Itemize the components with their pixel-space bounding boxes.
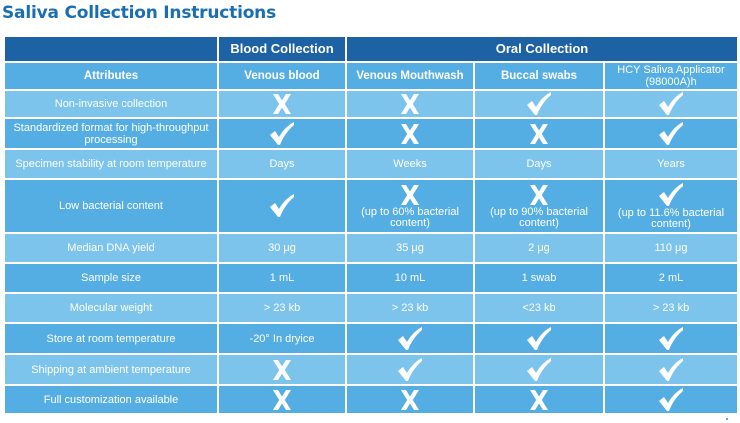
table-cell	[346, 179, 474, 233]
cross-icon	[529, 123, 549, 145]
table-row	[4, 118, 738, 149]
table-cell	[218, 90, 346, 118]
group-header-row	[4, 36, 738, 62]
check-icon	[269, 194, 295, 218]
table-cell: 10 mL	[346, 263, 474, 293]
table-cell	[474, 354, 604, 385]
cross-icon	[400, 184, 420, 206]
table-cell	[474, 118, 604, 149]
table-row	[4, 90, 738, 118]
table-row	[4, 293, 738, 323]
check-icon	[397, 327, 423, 351]
table-cell	[346, 90, 474, 118]
check-icon	[658, 388, 684, 412]
table-row	[4, 149, 738, 179]
check-icon	[658, 92, 684, 116]
check-icon	[658, 358, 684, 382]
table-row	[4, 323, 738, 354]
cross-icon	[529, 184, 549, 206]
table-cell	[346, 385, 474, 414]
table-cell	[474, 385, 604, 414]
cross-icon	[529, 389, 549, 411]
table-cell: 110 μg	[604, 233, 738, 263]
table-cell: 1 mL	[218, 263, 346, 293]
table-cell	[218, 354, 346, 385]
table-cell: 2 mL	[604, 263, 738, 293]
table-cell	[346, 323, 474, 354]
check-icon	[658, 122, 684, 146]
table-cell: 35 μg	[346, 233, 474, 263]
attribute-label: Non-invasive collection	[4, 90, 218, 118]
table-row	[4, 354, 738, 385]
column-header-applicator: HCY Saliva Applicator (98000A)h	[604, 62, 738, 90]
cross-icon	[400, 389, 420, 411]
table-row	[4, 233, 738, 263]
table-cell	[218, 385, 346, 414]
attribute-label: Shipping at ambient temperature	[4, 354, 218, 385]
group-header-blank	[4, 36, 218, 62]
table-cell	[604, 179, 738, 233]
check-icon	[658, 183, 684, 207]
table-cell	[474, 90, 604, 118]
page-title: Saliva Collection Instructions	[2, 3, 277, 23]
table-cell	[604, 385, 738, 414]
table-cell: > 23 kb	[218, 293, 346, 323]
table-cell	[604, 90, 738, 118]
attribute-label: Low bacterial content	[4, 179, 218, 233]
table-cell: <23 kb	[474, 293, 604, 323]
cross-icon	[272, 93, 292, 115]
attribute-label: Specimen stability at room temperature	[4, 149, 218, 179]
table-cell	[604, 118, 738, 149]
attribute-label: Sample size	[4, 263, 218, 293]
table-cell: -20° In dryice	[218, 323, 346, 354]
bacterial-content-note: (up to 90% bacterial content)	[490, 205, 588, 229]
cross-icon	[400, 93, 420, 115]
table-cell: Days	[218, 149, 346, 179]
comparison-table	[3, 35, 739, 415]
attribute-label: Median DNA yield	[4, 233, 218, 263]
table-cell	[218, 179, 346, 233]
table-cell: Weeks	[346, 149, 474, 179]
bacterial-content-note: (up to 60% bacterial content)	[361, 205, 459, 229]
table-body	[4, 90, 738, 414]
cross-icon	[272, 359, 292, 381]
attribute-label: Standardized format for high-throughput processing	[4, 118, 218, 149]
column-header-venous-blood: Venous blood	[218, 62, 346, 90]
check-icon	[526, 358, 552, 382]
table-cell	[474, 179, 604, 233]
table-cell: 1 swab	[474, 263, 604, 293]
table-cell: 30 μg	[218, 233, 346, 263]
table-cell	[474, 323, 604, 354]
attribute-label: Store at room temperature	[4, 323, 218, 354]
table-cell: Days	[474, 149, 604, 179]
table-cell	[604, 354, 738, 385]
table-row	[4, 385, 738, 414]
table-cell: Years	[604, 149, 738, 179]
check-icon	[658, 327, 684, 351]
attribute-label: Full customization available	[4, 385, 218, 414]
group-header-oral: Oral Collection	[346, 36, 738, 62]
table-row	[4, 263, 738, 293]
table-cell	[218, 118, 346, 149]
table-row	[4, 179, 738, 233]
table-cell	[604, 323, 738, 354]
table-cell	[346, 118, 474, 149]
cross-icon	[400, 123, 420, 145]
bacterial-content-note: (up to 11.6% bacterial content)	[617, 206, 725, 230]
check-icon	[397, 358, 423, 382]
group-header-blood: Blood Collection	[218, 36, 346, 62]
column-header-attributes: Attributes	[4, 62, 218, 90]
attribute-label: Molecular weight	[4, 293, 218, 323]
corner-mark	[726, 418, 728, 420]
check-icon	[269, 122, 295, 146]
column-header-row	[4, 62, 738, 90]
table-cell: > 23 kb	[604, 293, 738, 323]
column-header-buccal-swabs: Buccal swabs	[474, 62, 604, 90]
check-icon	[526, 327, 552, 351]
table-cell: 2 μg	[474, 233, 604, 263]
table-cell	[346, 354, 474, 385]
check-icon	[526, 92, 552, 116]
table-cell: > 23 kb	[346, 293, 474, 323]
cross-icon	[272, 389, 292, 411]
column-header-venous-mouthwash: Venous Mouthwash	[346, 62, 474, 90]
